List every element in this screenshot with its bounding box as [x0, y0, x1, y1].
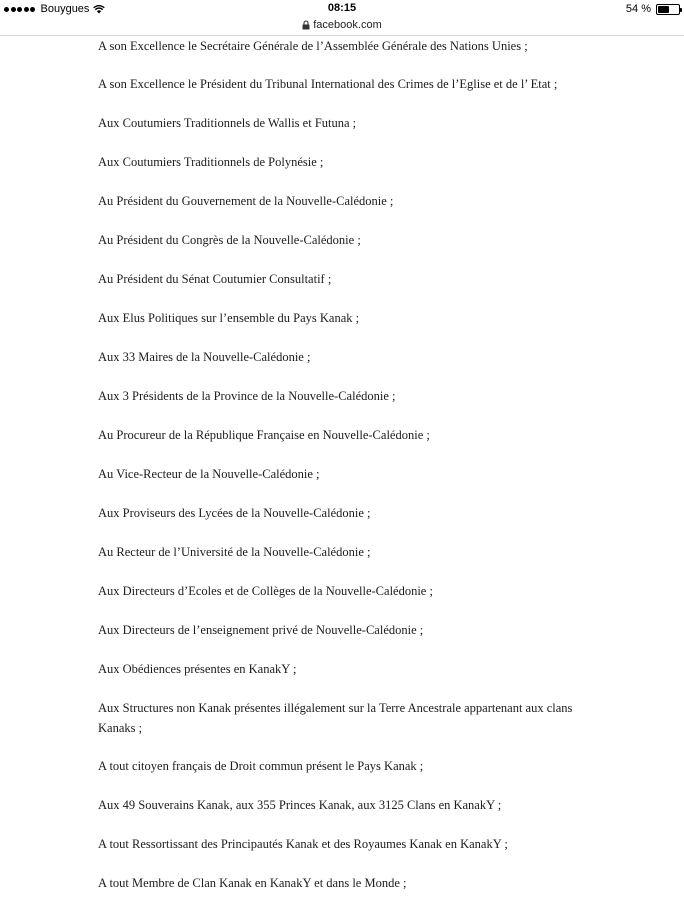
url-text: facebook.com [313, 19, 382, 31]
recipient-line: Au Président du Gouvernement de la Nouvelle-Calédonie ; [98, 194, 394, 208]
clock: 08:15 [327, 2, 357, 14]
battery-icon [656, 4, 680, 15]
carrier-name: Bouygues [40, 3, 90, 15]
recipient-line: Aux Elus Politiques sur l’ensemble du Pays Kanak ; [98, 311, 360, 325]
recipient-line: Aux Directeurs d’Ecoles et de Collèges de la Nouvelle-Calédonie ; [98, 584, 433, 598]
recipient-line: A son Excellence le Secrétaire Générale de l’Assemblée Générale des Nations Unies ; [98, 39, 528, 53]
lock-icon [302, 20, 310, 30]
status-right [626, 3, 680, 15]
recipient-line: Aux Proviseurs des Lycées de la Nouvelle-Calédonie ; [98, 506, 371, 520]
recipient-line: Au Président du Sénat Coutumier Consultatif ; [98, 272, 332, 286]
recipient-line: Au Vice-Recteur de la Nouvelle-Calédonie ; [98, 467, 320, 481]
recipient-line: A tout Ressortissant des Principautés Kanak et des Royaumes Kanak en KanakY ; [98, 837, 508, 851]
recipient-line: Au Président du Congrès de la Nouvelle-Calédonie ; [98, 233, 361, 247]
recipient-line: Aux Coutumiers Traditionnels de Wallis et Futuna ; [98, 116, 357, 130]
recipient-line: Aux 33 Maires de la Nouvelle-Calédonie ; [98, 350, 311, 364]
recipient-line: Au Recteur de l’Université de la Nouvelle-Calédonie ; [98, 545, 371, 559]
address-bar[interactable] [0, 16, 684, 34]
recipient-line: Aux Structures non Kanak présentes illégalement sur la Terre Ancestrale appartenant aux clans Kanaks ; [98, 701, 573, 735]
recipient-line: Aux Obédiences présentes en KanakY ; [98, 662, 297, 676]
recipient-line: Au Procureur de la République Française en Nouvelle-Calédonie ; [98, 428, 430, 442]
recipient-line: Aux Coutumiers Traditionnels de Polynésie ; [98, 155, 324, 169]
recipient-line: Aux 3 Présidents de la Province de la Nouvelle-Calédonie ; [98, 389, 396, 403]
battery-percentage: 54 % [625, 3, 651, 15]
recipient-line: A tout Membre de Clan Kanak en KanakY et dans le Monde ; [98, 876, 407, 890]
recipient-line: A tout citoyen français de Droit commun présent le Pays Kanak ; [98, 759, 424, 773]
recipient-line: Aux 49 Souverains Kanak, aux 355 Princes Kanak, aux 3125 Clans en KanakY ; [98, 798, 502, 812]
recipient-line: Aux Directeurs de l’enseignement privé de Nouvelle-Calédonie ; [98, 623, 424, 637]
recipient-line: A son Excellence le Président du Tribunal International des Crimes de l’Eglise et de l’ Etat ; [98, 77, 558, 91]
